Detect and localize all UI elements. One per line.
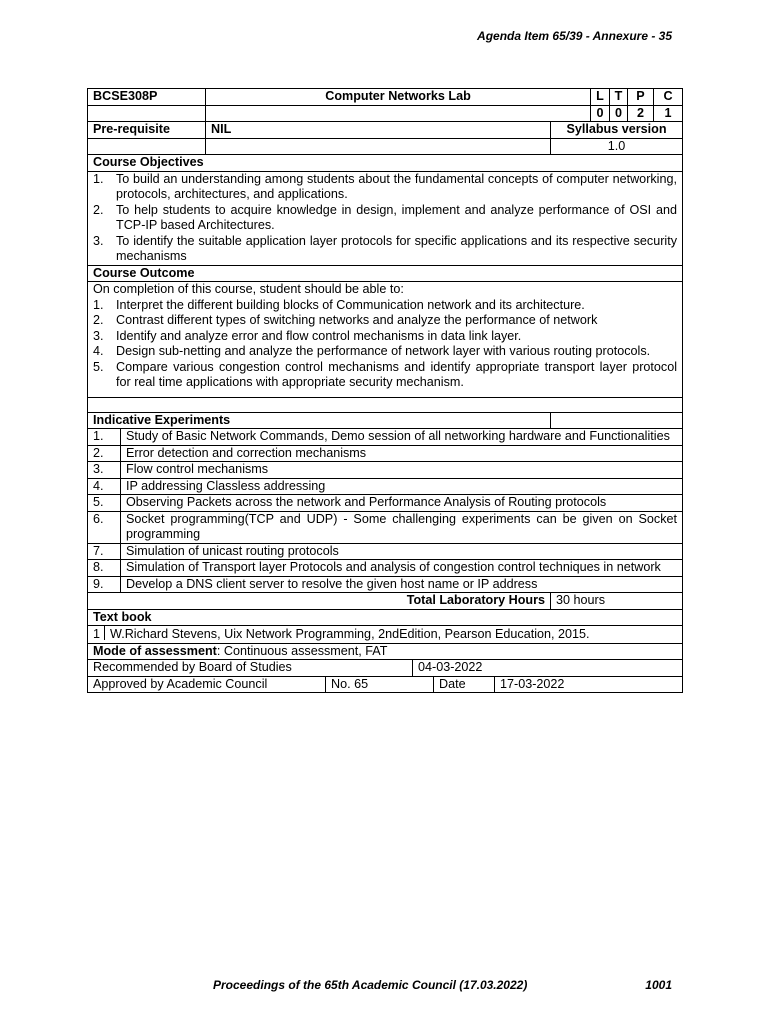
bos-row [88, 660, 683, 677]
course-title: Computer Networks Lab [206, 89, 591, 106]
experiment-text: Simulation of unicast routing protocols [121, 543, 683, 560]
outcome-list-cell [88, 282, 683, 398]
total-hours-value: 30 hours [551, 593, 683, 610]
academic-council-cell [88, 676, 683, 693]
list-item: 1. To build an understanding among students about the fundamental concepts of computer networking, protocols, architectures, and applications. [93, 171, 677, 201]
experiment-number: 3. [88, 462, 121, 479]
bos-label: Recommended by Board of Studies [88, 660, 413, 677]
syllabus-version-label: Syllabus version [551, 122, 683, 139]
assessment-value: : Continuous assessment, FAT [216, 643, 388, 658]
bos-date: 04-03-2022 [413, 660, 683, 677]
textbook-entry [88, 626, 683, 644]
empty-cell [206, 138, 551, 155]
ltpc-label-c: C [654, 89, 683, 106]
ltpc-value-c: 1 [654, 105, 683, 122]
empty-cell [88, 138, 206, 155]
list-item: 2. Contrast different types of switching networks and analyze the performance of network [93, 313, 598, 327]
experiment-number: 7. [88, 543, 121, 560]
assessment-row [88, 643, 683, 660]
assessment-cell [88, 643, 683, 660]
table-row [88, 576, 683, 593]
prerequisite-label: Pre-requisite [88, 122, 206, 139]
course-syllabus-table [87, 88, 683, 693]
experiment-text: Simulation of Transport layer Protocols and analysis of congestion control techniques in network [121, 560, 683, 577]
table-row [88, 560, 683, 577]
objectives-list [93, 172, 677, 265]
objectives-list-cell [88, 171, 683, 265]
experiment-number: 2. [88, 445, 121, 462]
experiment-text: Observing Packets across the network and Performance Analysis of Routing protocols [121, 495, 683, 512]
list-item: 4. Design sub-netting and analyze the performance of network layer with various routing protocols. [93, 344, 651, 358]
list-item: 2. To help students to acquire knowledge in design, implement and analyze performance of OSI and TCP-IP based Architectures. [93, 202, 677, 232]
objectives-heading: Course Objectives [88, 155, 683, 172]
course-title-row [88, 89, 683, 106]
experiment-number: 8. [88, 560, 121, 577]
outcome-heading: Course Outcome [88, 265, 683, 282]
table-row [88, 445, 683, 462]
ltpc-label-p: P [628, 89, 654, 106]
objectives-heading-row [88, 155, 683, 172]
list-item: 1. Interpret the different building blocks of Communication network and its architecture. [93, 297, 585, 312]
experiment-text: IP addressing Classless addressing [121, 478, 683, 495]
experiment-text: Study of Basic Network Commands, Demo session of all networking hardware and Functionalities [121, 429, 683, 446]
table-row [88, 511, 683, 543]
ac-number: No. 65 [326, 677, 434, 693]
ltpc-value-t: 0 [610, 105, 628, 122]
assessment-label: Mode of assessment [93, 643, 217, 658]
syllabus-version-row [88, 138, 683, 155]
proceedings-footer: Proceedings of the 65th Academic Council (17.03.2022) [213, 978, 528, 992]
textbook-number: 1 [93, 627, 101, 641]
list-item: 5. Compare various congestion control mechanisms and identify appropriate transport layer protocol for real time applications with appropriate security mechanism. [93, 359, 677, 389]
outcome-list [93, 298, 677, 391]
list-item: 3. To identify the suitable application layer protocols for specific applications and its respective security mechanisms [93, 233, 677, 263]
ltpc-value-p: 2 [628, 105, 654, 122]
ltpc-label-l: L [591, 89, 610, 106]
ac-date: 17-03-2022 [500, 676, 565, 691]
prerequisite-value: NIL [206, 122, 551, 139]
total-hours-label: Total Laboratory Hours [88, 593, 551, 610]
prerequisite-row [88, 122, 683, 139]
objectives-row [88, 171, 683, 265]
table-row [88, 543, 683, 560]
textbook-row [88, 626, 683, 644]
ltpc-label-t: T [610, 89, 628, 106]
outcome-row [88, 282, 683, 398]
ltpc-value-l: 0 [591, 105, 610, 122]
ac-date-label: Date [434, 677, 495, 693]
blank-row [88, 397, 683, 412]
ac-label: Approved by Academic Council [88, 677, 326, 693]
table-row [88, 495, 683, 512]
ltpc-values-row [88, 105, 683, 122]
experiment-number: 1. [88, 429, 121, 446]
experiments-heading: Indicative Experiments [88, 412, 551, 429]
experiment-text: Flow control mechanisms [121, 462, 683, 479]
experiment-number: 5. [88, 495, 121, 512]
experiment-text: Develop a DNS client server to resolve the given host name or IP address [121, 576, 683, 593]
experiment-number: 6. [88, 511, 121, 543]
agenda-reference: Agenda Item 65/39 - Annexure - 35 [477, 29, 672, 43]
page-number: 1001 [645, 978, 672, 992]
list-item: 3. Identify and analyze error and flow control mechanisms in data link layer. [93, 328, 522, 343]
empty-cell [88, 105, 206, 122]
outcome-heading-row [88, 265, 683, 282]
course-code: BCSE308P [88, 89, 206, 106]
experiment-text: Error detection and correction mechanisms [121, 445, 683, 462]
empty-cell [88, 397, 683, 412]
experiments-heading-row [88, 412, 683, 429]
empty-cell [551, 412, 683, 429]
total-hours-row [88, 593, 683, 610]
experiment-number: 4. [88, 478, 121, 495]
table-row [88, 478, 683, 495]
academic-council-row [88, 676, 683, 693]
table-row [88, 429, 683, 446]
experiment-number: 9. [88, 576, 121, 593]
textbook-heading-row [88, 609, 683, 626]
empty-cell [206, 105, 591, 122]
table-row [88, 462, 683, 479]
textbook-text: W.Richard Stevens, Uix Network Programming, 2ndEdition, Pearson Education, 2015. [110, 627, 590, 641]
syllabus-version-value: 1.0 [551, 138, 683, 155]
experiment-text: Socket programming(TCP and UDP) - Some challenging experiments can be given on Socket programming [121, 511, 683, 543]
outcome-intro: On completion of this course, student should be able to: [93, 282, 404, 296]
textbook-heading: Text book [88, 609, 683, 626]
